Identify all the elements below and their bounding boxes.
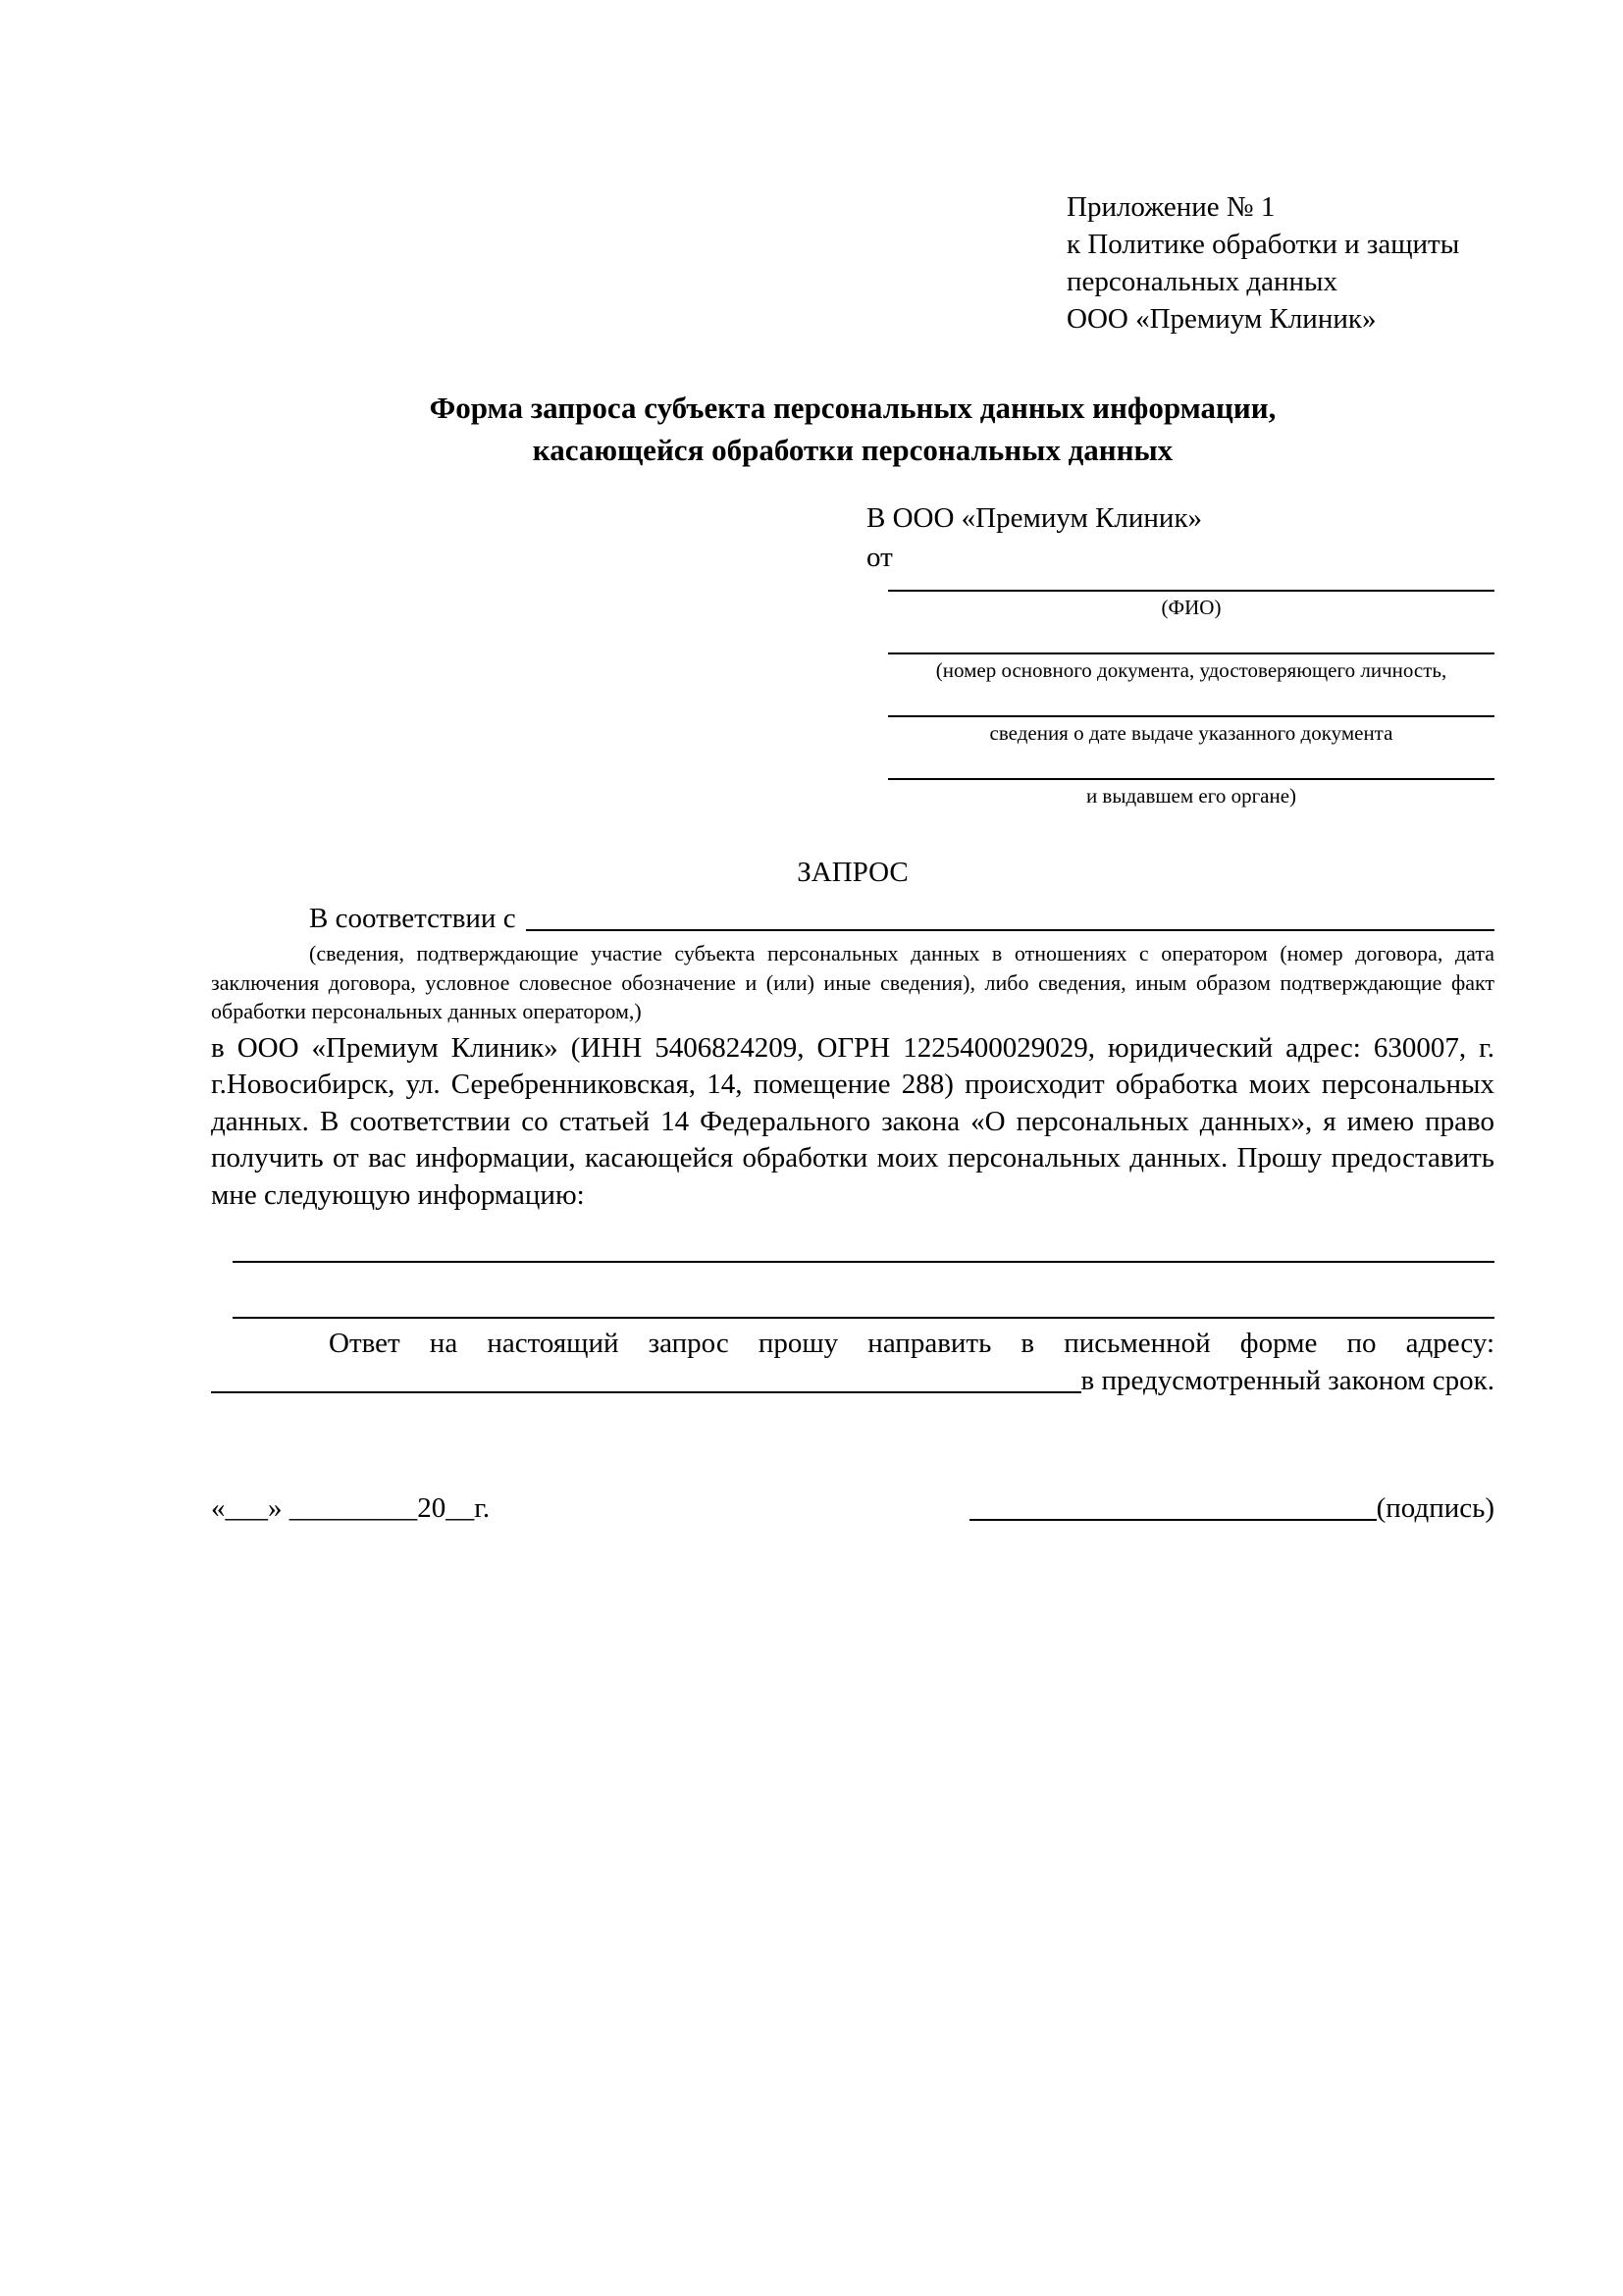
issue-date-input-line[interactable] (888, 715, 1494, 717)
addressee-from-label: от (866, 542, 893, 573)
appendix-number-line: Приложение № 1 (1067, 191, 1276, 223)
basis-prefix: В соответствии с (309, 903, 516, 934)
date-field[interactable]: «___» _________20__г. (211, 1492, 491, 1525)
field-fio (888, 590, 1494, 620)
addressee-block (866, 498, 1494, 577)
document-title (211, 387, 1494, 471)
field-document-number (888, 652, 1494, 683)
reply-address-input-line[interactable] (211, 1391, 1081, 1393)
company-name-line: ООО «Премиум Клиник» (1067, 303, 1377, 335)
document-title-line1: Форма запроса субъекта персональных данных информации, (429, 391, 1277, 425)
reply-deadline-text: в предусмотренный законом срок. (1080, 1365, 1494, 1397)
reply-address-row (211, 1362, 1494, 1399)
basis-row (211, 900, 1494, 937)
reply-instruction: Ответ на настоящий запрос прошу направить в письменной форме по адресу: (329, 1328, 1494, 1360)
signature-caption: (подпись) (1376, 1492, 1494, 1525)
signature-input-line[interactable] (969, 1519, 1377, 1521)
issuing-authority-caption: и выдавшем его органе) (1085, 784, 1297, 808)
request-body: в ООО «Премиум Клиник» (ИНН 5406824209, ОГРН 1225400029029, юридический адрес: 630007, г. г.Новосибирск, ул. Серебренниковская, 14, помещение 288) происходит обработка моих персональных данных. В соответствии со статьей 14 Федерального закона «О персональных данных», я имею право получить от вас информации, касающейся обработки моих персональных данных. Прошу предоставить мне следующую информацию: (211, 1031, 1494, 1211)
requested-info-input-line-2[interactable] (233, 1317, 1494, 1319)
basis-note: (сведения, подтверждающие участие субъекта персональных данных в отношениях с оператором (номер договора, дата заключения договора, условное словесное обозначение и (или) иные сведения), либо сведения, иным образом подтверждающие факт обработки персональных данных оператором,) (211, 941, 1494, 1023)
field-issue-date (888, 715, 1494, 746)
requested-info-input-line-1[interactable] (233, 1261, 1494, 1263)
document-number-caption: (номер основного документа, удостоверяющего личность, (935, 658, 1447, 682)
field-issuing-authority (888, 778, 1494, 809)
fio-input-line[interactable] (888, 590, 1494, 592)
issuing-authority-input-line[interactable] (888, 778, 1494, 780)
date-signature-row (211, 1489, 1494, 1527)
basis-input-line[interactable] (526, 929, 1494, 931)
applicant-fields (888, 590, 1494, 809)
issue-date-caption: сведения о дате выдаче указанного документа (989, 721, 1393, 745)
policy-reference-line2: персональных данных (1067, 266, 1338, 297)
policy-reference-line: к Политике обработки и защиты (1067, 229, 1460, 260)
fio-caption: (ФИО) (1161, 596, 1222, 619)
document-number-input-line[interactable] (888, 652, 1494, 654)
addressee-to: В ООО «Премиум Клиник» (866, 502, 1203, 534)
request-heading: ЗАПРОС (797, 857, 909, 888)
document-title-line2: касающейся обработки персональных данных (532, 433, 1174, 467)
appendix-header (1067, 188, 1494, 338)
